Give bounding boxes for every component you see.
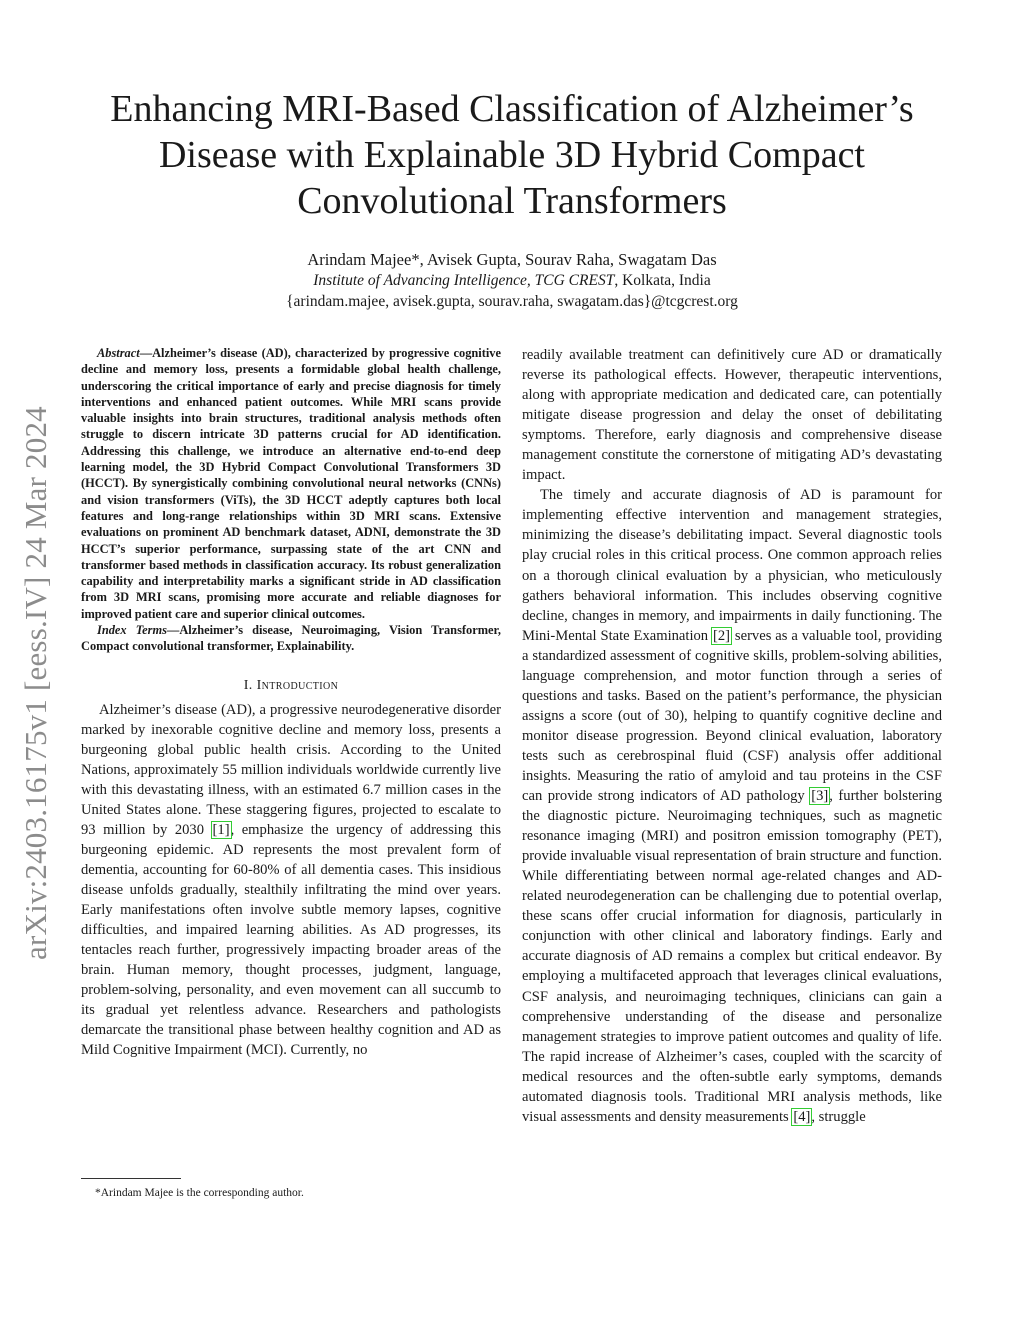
citation-link-2[interactable]: [2] (713, 627, 731, 644)
footnote-corresponding-author: *Arindam Majee is the corresponding author. (95, 1187, 304, 1199)
right-column (522, 345, 942, 1127)
intro-text-part-1: Alzheimer’s disease (AD), a progressive neurodegenerative disorder marked by inexorable cognitive decline and memory loss, presents a burgeoning global public health crisis. According to the United Nations, approximately 55 million individuals worldwide currently live with this devastating illness, with an estimated 6.7 million cases in the United States alone. These staggering figures, projected to escalate to 93 million by 2030 (81, 701, 501, 838)
para2-text-part-2: serves as a valuable tool, providing a standardized assessment of cognitive skills, problem-solving abilities, language comprehension, and motor function through a series of questions and tasks. Based on the patient’s performance, the physician assigns a score (out of 30), helping to quantify cognitive decline and monitor disease progression. Beyond clinical evaluation, laboratory tests such as cerebrospinal fluid (CSF) analysis offer additional insights. Measuring the ratio of amyloid and tau proteins in the CSF can provide strong indicators of AD pathology (522, 627, 942, 805)
para2-text-part-3: , further bolstering the diagnostic picture. Neuroimaging techniques, such as magnetic resonance imaging (MRI) and positron emission tomography (PET), provide invaluable visual representation of brain structure and function. While differentiating between normal age-related changes and AD-related neurodegeneration can be challenging due to potential overlap, these scans offer crucial information for diagnosis, particularly in conjunction with other clinical and laboratory findings. Early and accurate diagnosis of AD remains a complex but critical endeavor. By employing a multifaceted approach that leverages clinical evaluations, CSF analysis, and neuroimaging techniques, clinicians can gain a comprehensive understanding of the disease and personalize management strategies to improve patient outcomes and quality of life. The rapid increase of Alzheimer’s cases, coupled with the scarcity of medical resources and the often-subtle early symptoms, demands automated diagnosis tools. Traditional MRI analysis methods, like visual assessments and density measurements (522, 788, 942, 1125)
affiliation (60, 270, 964, 291)
author-names: Arindam Majee*, Avisek Gupta, Sourav Raha, Swagatam Das (307, 250, 717, 269)
intro-paragraph-1-continued: readily available treatment can definitively cure AD or dramatically reverse its pathological effects. However, therapeutic interventions, along with appropriate medication and dedicated care, can potentially mitigate disease progression and delay the onset of debilitating symptoms. Therefore, early diagnosis and comprehensive disease management constitute the cornerstone of mitigating AD’s devastating impact. (522, 347, 942, 484)
index-terms (81, 622, 501, 655)
section-number: I. (243, 677, 253, 693)
intro-paragraph-2 (522, 485, 942, 1127)
abstract-label: Abstract (97, 346, 140, 360)
paper-title: Enhancing MRI-Based Classification of Alzheimer’s Disease with Explainable 3D Hybrid Compact Convolutional Transformers (110, 88, 914, 222)
author-block (60, 249, 964, 312)
citation-link-1[interactable]: [1] (212, 821, 230, 838)
para2-text-part-1: The timely and accurate diagnosis of AD is paramount for implementing effective intervention and management strategies, minimizing the disease’s debilitating impact. Several diagnostic tools play crucial roles in this critical process. One common approach relies on a thorough clinical evaluation by a physician, who meticulously gathers behavioral information. This includes observing cognitive decline, changes in memory, and impairments in daily functioning. The Mini-Mental State Examination (522, 487, 942, 644)
footnote-divider (81, 1178, 181, 1179)
index-terms-label: Index Terms (97, 623, 167, 638)
intro-paragraph-1 (81, 700, 501, 1061)
section-title: Introduction (256, 677, 339, 693)
abstract-text: —Alzheimer’s disease (AD), characterized by progressive cognitive decline and memory loss, presents a formidable global health challenge, underscoring the critical importance of early and precise diagnosis for timely interventions and enhanced patient outcomes. While MRI scans provide valuable insights into brain structures, traditional analysis methods often struggle to discern intricate 3D patterns crucial for AD identification. Addressing this challenge, we introduce an alternative end-to-end deep learning model, the 3D Hybrid Compact Convolutional Transformers 3D (HCCT). By synergistically combining convolutional neural networks (CNNs) and vision transformers (ViTs), the 3D HCCT adeptly captures both local features and long-range relationships within 3D MRI scans. Extensive evaluations on prominent AD benchmark dataset, ADNI, demonstrate the 3D HCCT’s superior performance, surpassing state of the art CNN and transformer based methods in classification accuracy. Its robust generalization capability and interpretability marks a significant stride in AD classification from 3D MRI scans, promising more accurate and reliable diagnoses for improved patient care and superior clinical outcomes. (81, 346, 501, 621)
citation-link-3[interactable]: [3] (811, 788, 829, 805)
author-emails: {arindam.majee, avisek.gupta, sourav.raha, swagatam.das}@tcgcrest.org (286, 293, 738, 310)
section-heading-introduction (81, 678, 501, 694)
affiliation-institute: Institute of Advancing Intelligence, TCG CREST (313, 272, 615, 289)
intro-text-part-2: , emphasize the urgency of addressing this burgeoning epidemic. AD represents the most prevalent form of dementia, accounting for 60-80% of all dementia cases. This insidious disease unfolds gradually, stealthily infiltrating the mind over years. Early manifestations often involve subtle memory lapses, cognitive difficulties, and impaired learning abilities. As AD progresses, its tentacles reach further, progressively impacting broader areas of the brain. Human memory, thought processes, judgment, language, problem-solving, personality, and even movement can all succumb to its gradual yet relentless advance. Researchers and pathologists demarcate the transitional phase between healthy cognition and AD as Mild Cognitive Impairment (MCI). Currently, no (81, 821, 501, 1059)
affiliation-location: , Kolkata, India (614, 272, 711, 289)
citation-link-4[interactable]: [4] (793, 1108, 811, 1125)
para2-text-part-4: , struggle (811, 1108, 866, 1125)
arxiv-identifier: arXiv:2403.16175v1 [eess.IV] 24 Mar 2024 (18, 406, 53, 960)
index-terms-text: —Alzheimer’s disease, Neuroimaging, Vision Transformer, Compact convolutional transformer, Explainability. (81, 623, 501, 654)
left-column (81, 345, 501, 1060)
abstract (81, 345, 501, 622)
